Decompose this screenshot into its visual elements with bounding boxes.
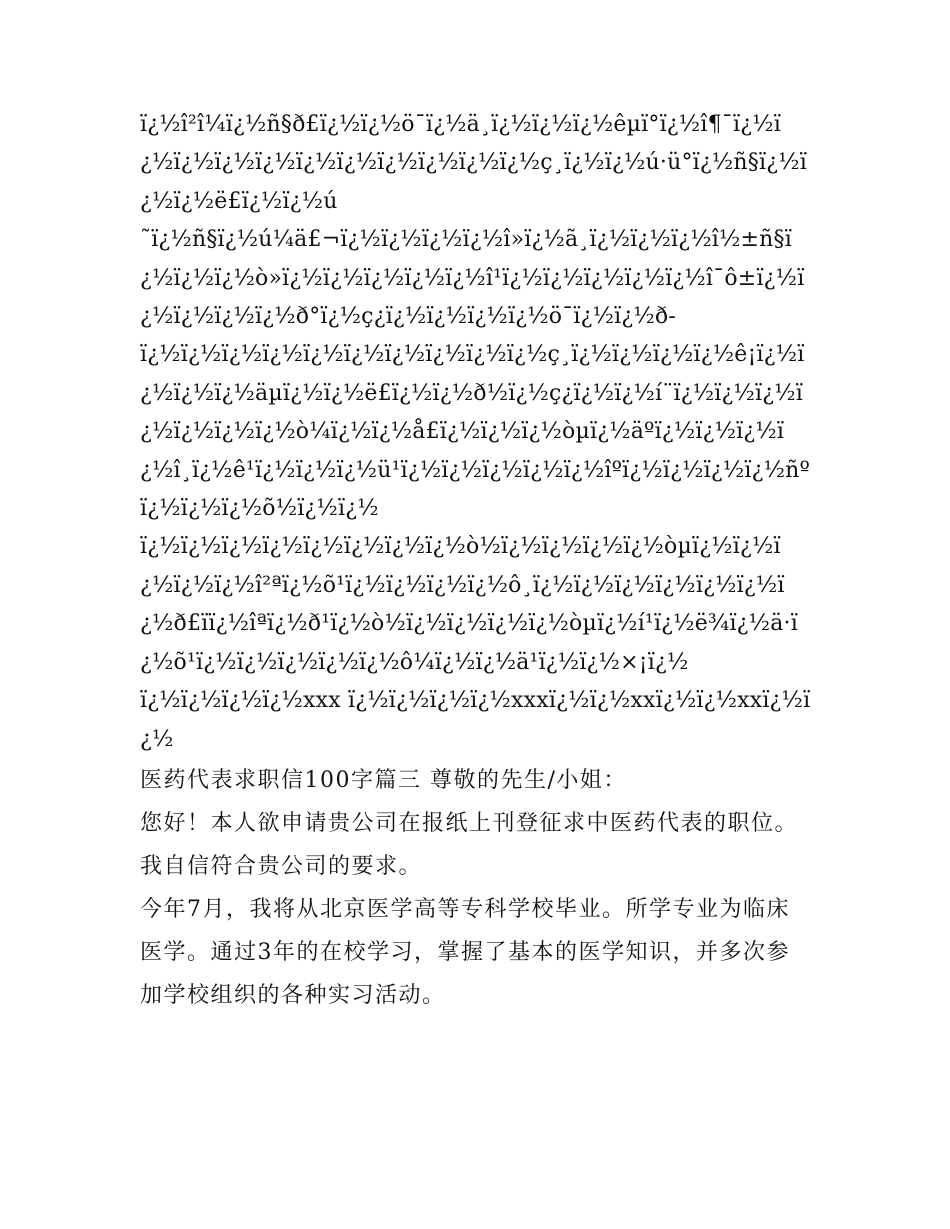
- document-page: [140, 106, 812, 1017]
- letter-paragraph-2: 今年7月，我将从北京医学高等专科学校毕业。所学专业为临床医学。通过3年的在校学习，掌握了基本的医学知识，并多次参加学校组织的各种实习活动。: [140, 896, 790, 1008]
- garbled-paragraph-1: ï¿½î²î¼ï¿½ñ§ð£ï¿½ï¿½ö¯ï¿½ä¸ï¿½ï¿½ï¿½êµï°ï¿½î¶¯ï¿½ï¿½ï¿½ï¿½ï¿½ï¿½ï¿½ï¿½ï¿½ï¿½ï¿½ç¸ï¿½ï¿½ú·ü°ï¿½ñ§ï¿½ï¿½ï¿½ë£ï¿½ï¿½ú: [140, 112, 807, 214]
- garbled-paragraph-2: ˜ï¿½ñ§ï¿½ú¼ä£¬ï¿½ï¿½ï¿½ï¿½î»ï¿½ã¸ï¿½ï¿½ï¿½î½±ñ§ï¿½ï¿½ï¿½ò»ï¿½ï¿½ï¿½ï¿½ï¿½î¹ï¿½ï¿½ï¿½ï¿½ï¿½î¯ô±ï¿½ï¿½ï¿½ï¿½ï¿½ð°ï¿½ç¿ï¿½ï¿½ï¿½ï¿½ö¯ï¿½ï¿½ð-: [140, 227, 805, 330]
- garbled-paragraph-5: ï¿½ï¿½ï¿½ï¿½xxx ï¿½ï¿½ï¿½ï¿½xxxï¿½ï¿½xxï¿½ï¿½xxï¿½ï¿½: [140, 688, 811, 752]
- garbled-paragraph-3: ï¿½ï¿½ï¿½ï¿½ï¿½ï¿½ï¿½ï¿½ï¿½ï¿½ç¸ï¿½ï¿½ï¿½ï¿½ê¡ï¿½ï¿½ï¿½ï¿½äµï¿½ï¿½ë£ï¿½ï¿½ð½ï¿½ç¿ï¿½ï¿½í¨ï¿½ï¿½ï¿½ï¿½ï¿½ï¿½ï¿½ò¼ï¿½ï¿½å£ï¿½ï¿½ï¿½òµï¿½äºï¿½ï¿½ï¿½ï¿½î¸ï¿½ê¹ï¿½ï¿½ï¿½ü¹ï¿½ï¿½ï¿½ï¿½ï¿½îºï¿½ï¿½ï¿½ï¿½ñºï¿½ï¿½ï¿½õ½ï¿½ï¿½: [140, 342, 811, 522]
- letter-paragraph-1: 您好！本人欲申请贵公司在报纸上刊登征求中医药代表的职位。我自信符合贵公司的要求。: [140, 810, 799, 879]
- letter-heading: 医药代表求职信100字篇三 尊敬的先生/小姐：: [140, 767, 627, 793]
- garbled-paragraph-4: ï¿½ï¿½ï¿½ï¿½ï¿½ï¿½ï¿½ï¿½ò½ï¿½ï¿½ï¿½ï¿½òµï¿½ï¿½ï¿½ï¿½ï¿½î²ªï¿½õ¹ï¿½ï¿½ï¿½ï¿½ô¸ï¿½ï¿½ï¿½ï¿½ï¿½ï¿½ï¿½ð£ïï¿½îªï¿½ð¹ï¿½ò½ï¿½ï¿½ï¿½ï¿½òµï¿½í¹ï¿½ë¾ï¿½ä·ï¿½õ¹ï¿½ï¿½ï¿½ï¿½ï¿½ô¼ï¿½ï¿½ä¹ï¿½ï¿½×¡ï¿½: [140, 534, 798, 675]
